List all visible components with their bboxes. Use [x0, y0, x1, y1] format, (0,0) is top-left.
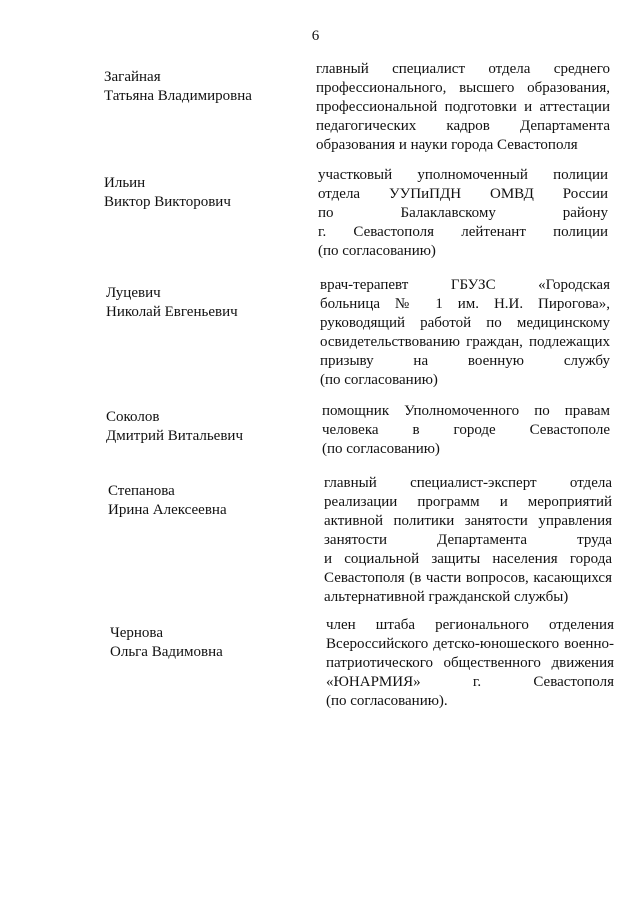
- member-role: [324, 474, 612, 607]
- member-role: [316, 60, 610, 155]
- member-given-names: Виктор Викторович: [104, 194, 231, 210]
- role-line: профессионального, высшего образования,: [316, 80, 610, 96]
- role-line: патриотического общественного движения: [326, 655, 614, 671]
- role-line: образования и науки города Севастополя: [316, 137, 578, 153]
- role-line: и социальной защиты населения города: [324, 551, 612, 567]
- role-line: Севастополя (в части вопросов, касающихся: [324, 570, 612, 586]
- member-name: [106, 408, 243, 446]
- role-line: (по согласованию): [320, 372, 438, 388]
- member-name: [104, 174, 231, 212]
- role-line: реализации программ и мероприятий: [324, 494, 612, 510]
- role-line: врач-терапевт ГБУЗС «Городская: [320, 277, 610, 293]
- member-given-names: Татьяна Владимировна: [104, 88, 252, 104]
- role-line: главный специалист отдела среднего: [316, 61, 610, 77]
- role-line: участковый уполномоченный полиции: [318, 167, 608, 183]
- member-role: [318, 166, 608, 261]
- role-line: (по согласованию).: [326, 693, 448, 709]
- role-line: призыву на военную службу: [320, 353, 610, 369]
- member-surname: Соколов: [106, 409, 160, 425]
- role-line: руководящий работой по медицинскому: [320, 315, 610, 331]
- member-surname: Загайная: [104, 69, 161, 85]
- role-line: «ЮНАРМИЯ» г. Севастополя: [326, 674, 614, 690]
- role-line: освидетельствованию граждан, подлежащих: [320, 334, 610, 350]
- member-name: [108, 482, 227, 520]
- role-line: занятости Департамента труда: [324, 532, 612, 548]
- role-line: профессиональной подготовки и аттестации: [316, 99, 610, 115]
- member-surname: Ильин: [104, 175, 146, 191]
- member-surname: Луцевич: [106, 285, 161, 301]
- member-surname: Чернова: [110, 625, 163, 641]
- member-given-names: Ольга Вадимовна: [110, 644, 223, 660]
- role-line: отдела УУПиПДН ОМВД России: [318, 186, 608, 202]
- role-line: педагогических кадров Департамента: [316, 118, 610, 134]
- role-line: г. Севастополя лейтенант полиции: [318, 224, 608, 240]
- role-line: (по согласованию): [322, 441, 440, 457]
- member-given-names: Дмитрий Витальевич: [106, 428, 243, 444]
- page-number: 6: [311, 28, 320, 44]
- role-line: альтернативной гражданской службы): [324, 589, 569, 605]
- role-line: по Балаклавскому району: [318, 205, 608, 221]
- member-role: [322, 402, 610, 459]
- role-line: активной политики занятости управления: [324, 513, 612, 529]
- role-line: (по согласованию): [318, 243, 436, 259]
- role-line: главный специалист-эксперт отдела: [324, 475, 612, 491]
- role-line: человека в городе Севастополе: [322, 422, 610, 438]
- member-surname: Степанова: [108, 483, 175, 499]
- role-line: Всероссийского детско-юношеского военно-: [326, 636, 614, 652]
- member-given-names: Ирина Алексеевна: [108, 502, 227, 518]
- member-role: [326, 616, 614, 711]
- member-name: [104, 68, 252, 106]
- role-line: больница № 1 им. Н.И. Пирогова»,: [320, 296, 610, 312]
- member-role: [320, 276, 610, 390]
- member-name: [110, 624, 223, 662]
- role-line: помощник Уполномоченного по правам: [322, 403, 610, 419]
- member-name: [106, 284, 238, 322]
- member-given-names: Николай Евгеньевич: [106, 304, 238, 320]
- role-line: член штаба регионального отделения: [326, 617, 614, 633]
